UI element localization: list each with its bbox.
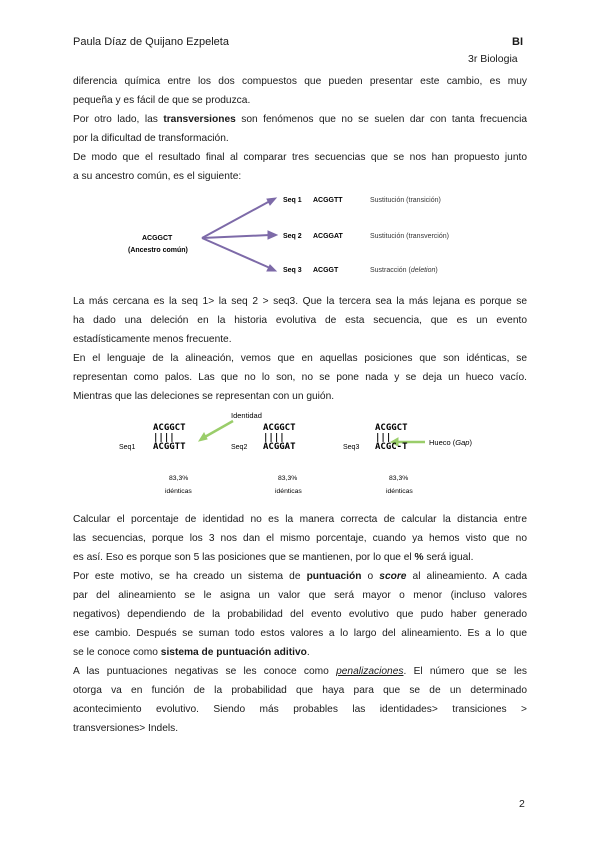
tree-seq1-label: Seq 1 — [283, 197, 302, 204]
text-line: estadísticamente menos frecuente. — [73, 334, 232, 345]
ancestor-label: (Ancestro común) — [128, 247, 188, 254]
text-line: ese cambio. Después se suman todo estos valores a lo largo del alineamiento. Es a lo que — [73, 628, 527, 639]
seq3-pct: 83,3% — [389, 475, 409, 482]
text-line: por la dificultad de transformación. — [73, 133, 229, 144]
text-block-2 — [73, 292, 527, 406]
tree-seq3-label: Seq 3 — [283, 267, 302, 274]
seq1-pct: 83,3% — [169, 475, 189, 482]
text-block-1 — [73, 72, 527, 186]
text-line: acontecimiento evolutivo. Siendo más probables las identidades> transiciones > — [73, 704, 527, 715]
penalty-term: penalizaciones — [336, 666, 404, 677]
seq1-bars: |||| — [153, 433, 175, 443]
gap-label: Hueco (Gap) — [429, 438, 472, 447]
seq3-label: Seq3 — [343, 444, 360, 451]
text-line: De modo que el resultado final al comparar tres secuencias que se nos han propuesto junto — [73, 152, 527, 163]
text-line: negativos) dependiendo de la probabilidad del evento evolutivo que pudo haber generado — [73, 609, 527, 620]
header-code: BI — [512, 36, 523, 48]
text-line: ha dado una deleción en la historia evolutiva de esta secuencia, que es un evento — [73, 315, 527, 326]
alignment-figure — [115, 408, 515, 504]
tree-seq1-desc: Sustitución (transición) — [370, 197, 441, 204]
text-line: a su ancestro común, es el siguiente: — [73, 171, 242, 182]
text-line: Por otro lado, las transversiones son fenómenos que no se suelen dar con tanta frecuencia — [73, 114, 528, 125]
tree-seq2-seq: ACGGAT — [313, 233, 343, 240]
seq1-top: ACGGCT — [153, 423, 186, 433]
seq2-bottom: ACGGAT — [263, 442, 296, 452]
text-line: La más cercana es la seq 1> la seq 2 > seq3. Que la tercera sea la más lejana es porque se — [73, 296, 527, 307]
score-term: score — [379, 571, 407, 582]
bold-term: transversiones — [163, 114, 236, 125]
seq3-bottom: ACGC-T — [375, 442, 408, 452]
text-line: par del alineamiento se le asigna un valor que será mayor o menor (incluso valores — [73, 590, 527, 601]
seq3-ident: idénticas — [386, 488, 413, 495]
tree-seq1-seq: ACGGTT — [313, 197, 343, 204]
text-line: En el lenguaje de la alineación, vemos que en aquellas posiciones que son idénticas, se — [73, 353, 527, 364]
bold-term: puntuación — [306, 571, 362, 582]
bold-term: sistema de puntuación aditivo — [160, 647, 307, 658]
identity-label: Identidad — [231, 411, 262, 420]
seq2-bars: |||| — [263, 433, 285, 443]
header-author: Paula Díaz de Quijano Ezpeleta — [73, 36, 229, 48]
text-line: las secuencias, porque los 3 nos dan el mismo porcentaje, cuando ya hemos visto que no — [73, 533, 527, 544]
seq3-top: ACGGCT — [375, 423, 408, 433]
page-number: 2 — [519, 798, 525, 810]
ancestor-seq: ACGGCT — [142, 235, 173, 242]
text-line: Por este motivo, se ha creado un sistema de puntuación o score al alineamiento. A cada — [73, 571, 528, 582]
text-line: Mientras que las deleciones se representan con un guión. — [73, 391, 335, 402]
text-line: diferencia química entre los dos compuestos que pueden presentar este cambio, es muy — [73, 76, 527, 87]
text-line: A las puntuaciones negativas se les conoce como penalizaciones. El número que se les — [73, 666, 527, 677]
tree-seq3-desc: Sustracción (deletion) — [370, 267, 438, 274]
text-block-3 — [73, 510, 527, 738]
text-line: es así. Eso es porque son 5 las posiciones que se mantienen, por lo que el % será igual. — [73, 552, 474, 563]
ancestor-tree-figure — [120, 188, 520, 284]
seq1-bottom: ACGGTT — [153, 442, 186, 452]
tree-seq3-seq: ACGGT — [313, 267, 339, 274]
text-line: Calcular el porcentaje de identidad no es la manera correcta de calcular la distancia entre — [73, 514, 527, 525]
text-line: otorga va en función de la probabilidad que haya para que se de un determinado — [73, 685, 527, 696]
header-course: 3r Biologia — [468, 53, 518, 65]
text-line: se le conoce como sistema de puntuación aditivo. — [73, 647, 310, 658]
text-line: pequeña y es fácil de que se produzca. — [73, 95, 251, 106]
seq2-top: ACGGCT — [263, 423, 296, 433]
tree-seq2-label: Seq 2 — [283, 233, 302, 240]
seq1-ident: idénticas — [165, 488, 192, 495]
text-line: representan como palos. Las que no lo son, no se pone nada y se deja un hueco vacío. — [73, 372, 527, 383]
tree-seq2-desc: Sustitución (transverción) — [370, 233, 449, 240]
seq2-label: Seq2 — [231, 444, 248, 451]
seq2-ident: idénticas — [275, 488, 302, 495]
text-line: transversiones> Indels. — [73, 723, 179, 734]
seq2-pct: 83,3% — [278, 475, 298, 482]
seq3-bars: ||| — [375, 433, 392, 443]
seq1-label: Seq1 — [119, 444, 136, 451]
